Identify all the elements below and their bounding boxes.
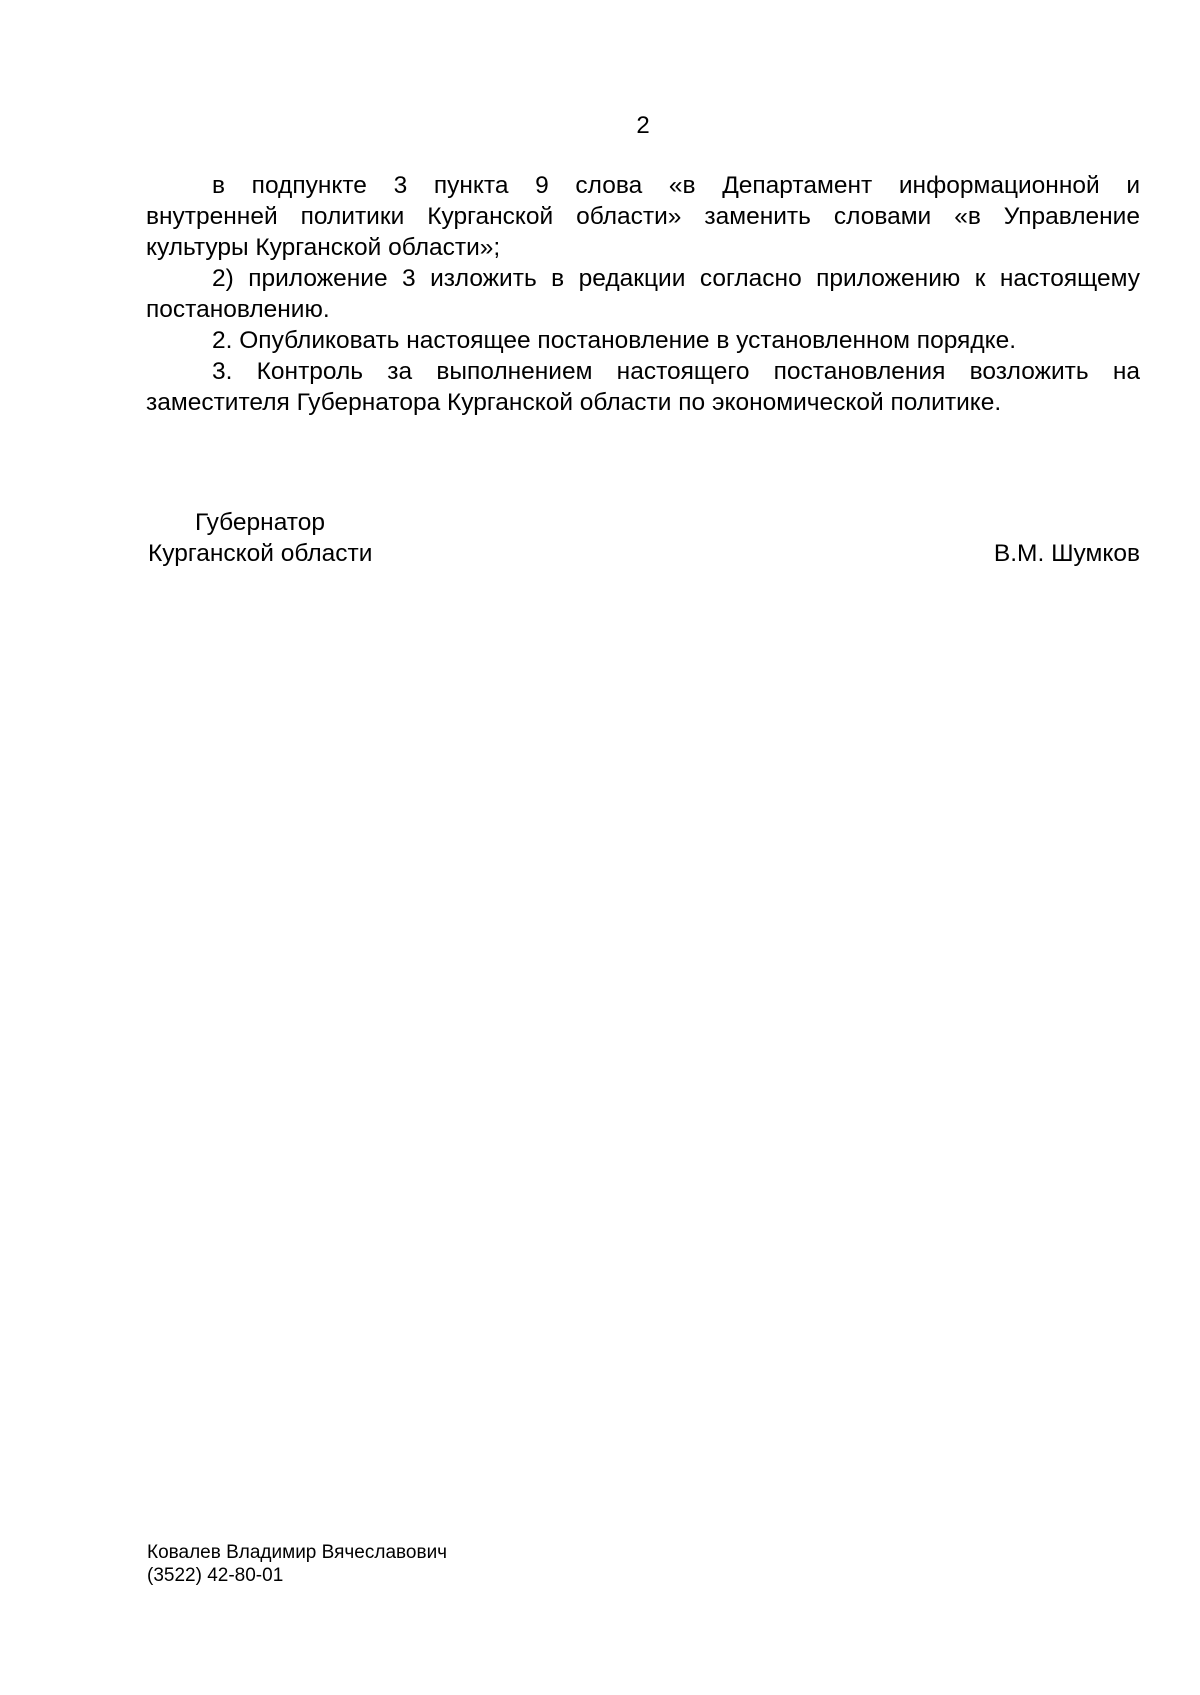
executor-phone: (3522) 42-80-01 (147, 1565, 284, 1586)
signatory-name: В.М. Шумков (993, 540, 1140, 567)
signatory-title-line2: Курганской области (148, 540, 373, 567)
document-body (146, 170, 1140, 418)
paragraph-line: постановлению. (146, 296, 330, 323)
paragraph-line: 2. Опубликовать настоящее постановление в установленном порядке. (212, 327, 1017, 354)
executor-footer (147, 1541, 447, 1587)
paragraph-line: 3. Контроль за выполнением настоящего постановления возложить на (212, 358, 1140, 385)
paragraph-line: в подпункте 3 пункта 9 слова «в Департамент информационной и (212, 172, 1140, 199)
paragraph-line: культуры Курганской области»; (146, 234, 501, 261)
executor-name: Ковалев Владимир Вячеславович (147, 1542, 448, 1563)
signatory-title-line1: Губернатор (195, 509, 325, 536)
page-number: 2 (636, 112, 650, 139)
paragraph-line: заместителя Губернатора Курганской области по экономической политике. (146, 389, 1002, 416)
paragraph-line: внутренней политики Курганской области» заменить словами «в Управление (146, 203, 1140, 230)
paragraph-line: 2) приложение 3 изложить в редакции согласно приложению к настоящему (212, 265, 1140, 292)
